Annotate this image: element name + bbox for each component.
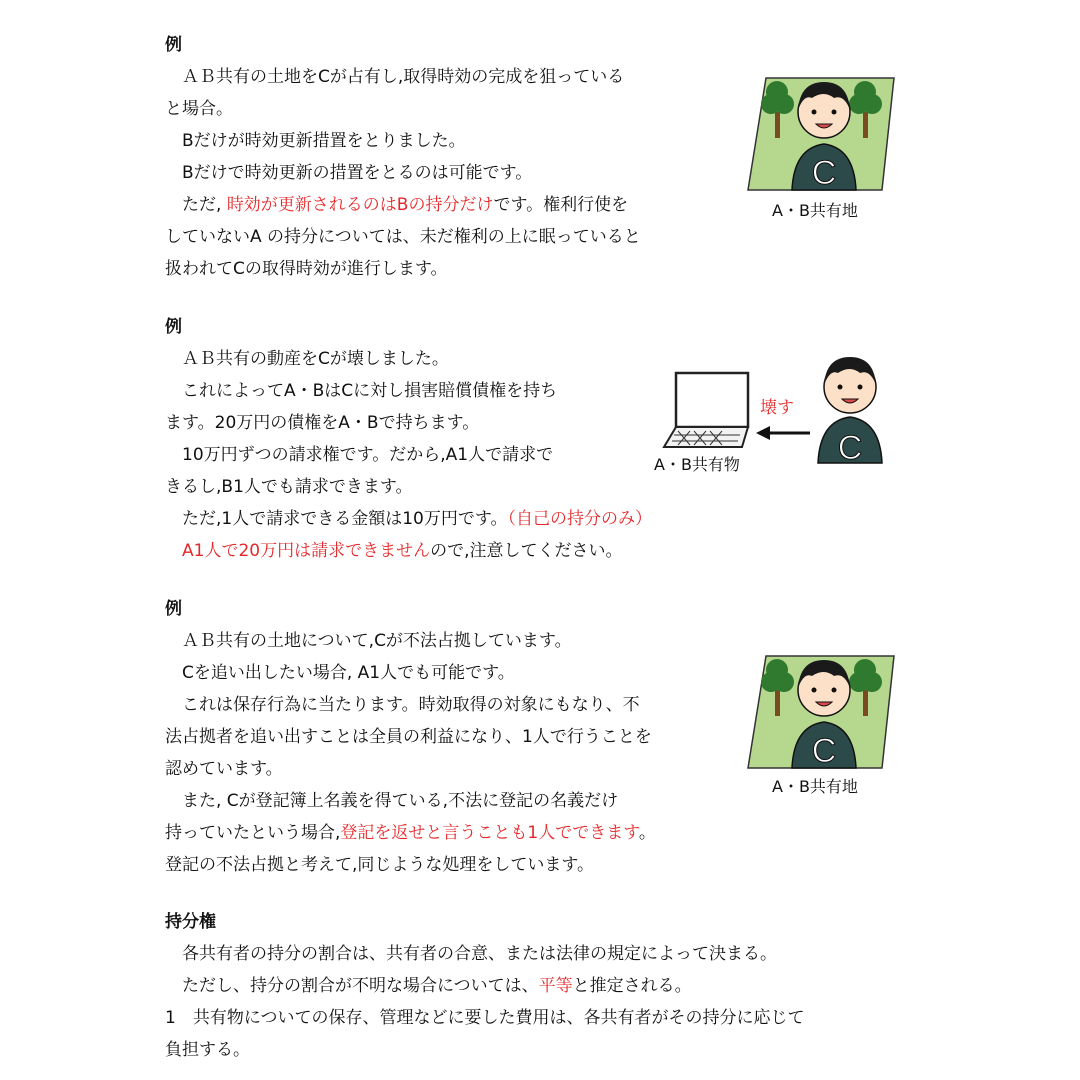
illustration-caption: A・B共有地 — [772, 777, 858, 796]
text-line: Bだけが時効更新措置をとりました。 — [165, 131, 466, 151]
highlight-text: A1人で20万円は請求できません — [182, 541, 431, 561]
text-line: 1 共有物についての保存、管理などに要した費用は、各共有者がその持分に応じて — [165, 1008, 805, 1028]
text-line: ＡＢ共有の土地について,Cが不法占拠しています。 — [165, 631, 572, 651]
text-line: 扱われてCの取得時効が進行します。 — [165, 259, 448, 279]
shared-land-illustration — [744, 650, 904, 772]
text-line: 認めています。 — [165, 759, 283, 779]
text-line: ＡＢ共有の動産をCが壊しました。 — [165, 349, 449, 369]
text-line: していないA の持分については、未だ権利の上に眠っていると — [165, 227, 641, 247]
text-line: ただ, 時効が更新されるのはBの持分だけです。権利行使を — [165, 195, 629, 215]
highlight-text: （自己の持分のみ） — [507, 509, 652, 529]
section-heading: 例 — [165, 35, 182, 55]
text-line: ます。20万円の債権をA・Bで持ちます。 — [165, 413, 480, 433]
text-line: きるし,B1人でも請求できます。 — [165, 477, 413, 497]
shared-property-illustration — [660, 355, 890, 467]
text-line: と場合。 — [165, 99, 233, 119]
laptop-icon — [664, 373, 748, 447]
section-heading: 持分権 — [165, 912, 216, 932]
text-line: 法占拠者を追い出すことは全員の利益になり、1人で行うことを — [165, 727, 652, 747]
break-label: 壊す — [760, 398, 794, 418]
text-line: Cを追い出したい場合, A1人でも可能です。 — [165, 663, 515, 683]
section-mochibun-ken — [165, 906, 804, 1066]
highlight-text: 時効が更新されるのはBの持分だけ — [226, 195, 494, 215]
text-line: 登記の不法占拠と考えて,同じような処理をしています。 — [165, 855, 595, 875]
highlight-text: 登記を返せと言うことも1人でできます — [340, 823, 639, 843]
text-line: ただし、持分の割合が不明な場合については、平等と推定される。 — [165, 976, 692, 996]
text-line: 持っていたという場合,登記を返せと言うことも1人でできます。 — [165, 823, 656, 843]
svg-text:C: C — [811, 732, 837, 770]
text-line: ただ,1人で請求できる金額は10万円です。（自己の持分のみ） — [165, 509, 652, 529]
section-heading: 例 — [165, 317, 182, 337]
text-line: 各共有者の持分の割合は、共有者の合意、または法律の規定によって決まる。 — [165, 944, 777, 964]
arrow-left-icon — [756, 426, 810, 440]
illustration-caption: A・B共有地 — [772, 201, 858, 220]
highlight-text: 平等 — [538, 976, 573, 996]
section-example-3 — [165, 593, 656, 881]
svg-text:C: C — [811, 154, 837, 192]
text-line: Bだけで時効更新の措置をとるのは可能です。 — [165, 163, 533, 183]
text-line: A1人で20万円は請求できませんので,注意してください。 — [182, 541, 623, 561]
text-line: 負担する。 — [165, 1040, 250, 1060]
text-line: これは保存行為に当たります。時効取得の対象にもなり、不 — [165, 695, 640, 715]
illustration-caption: A・B共有物 — [654, 455, 740, 474]
section-example-2 — [165, 311, 652, 567]
shared-land-illustration — [744, 72, 904, 194]
text-line: 10万円ずつの請求権です。だから,A1人で請求で — [165, 445, 554, 465]
section-heading: 例 — [165, 599, 182, 619]
section-example-1 — [165, 29, 641, 285]
person-c-icon — [818, 357, 882, 467]
text-line: ＡＢ共有の土地をCが占有し,取得時効の完成を狙っている — [165, 67, 625, 87]
svg-text:C: C — [837, 429, 863, 467]
text-line: これによってA・BはCに対し損害賠償債権を持ち — [165, 381, 558, 401]
text-line: また, Cが登記簿上名義を得ている,不法に登記の名義だけ — [165, 791, 619, 811]
